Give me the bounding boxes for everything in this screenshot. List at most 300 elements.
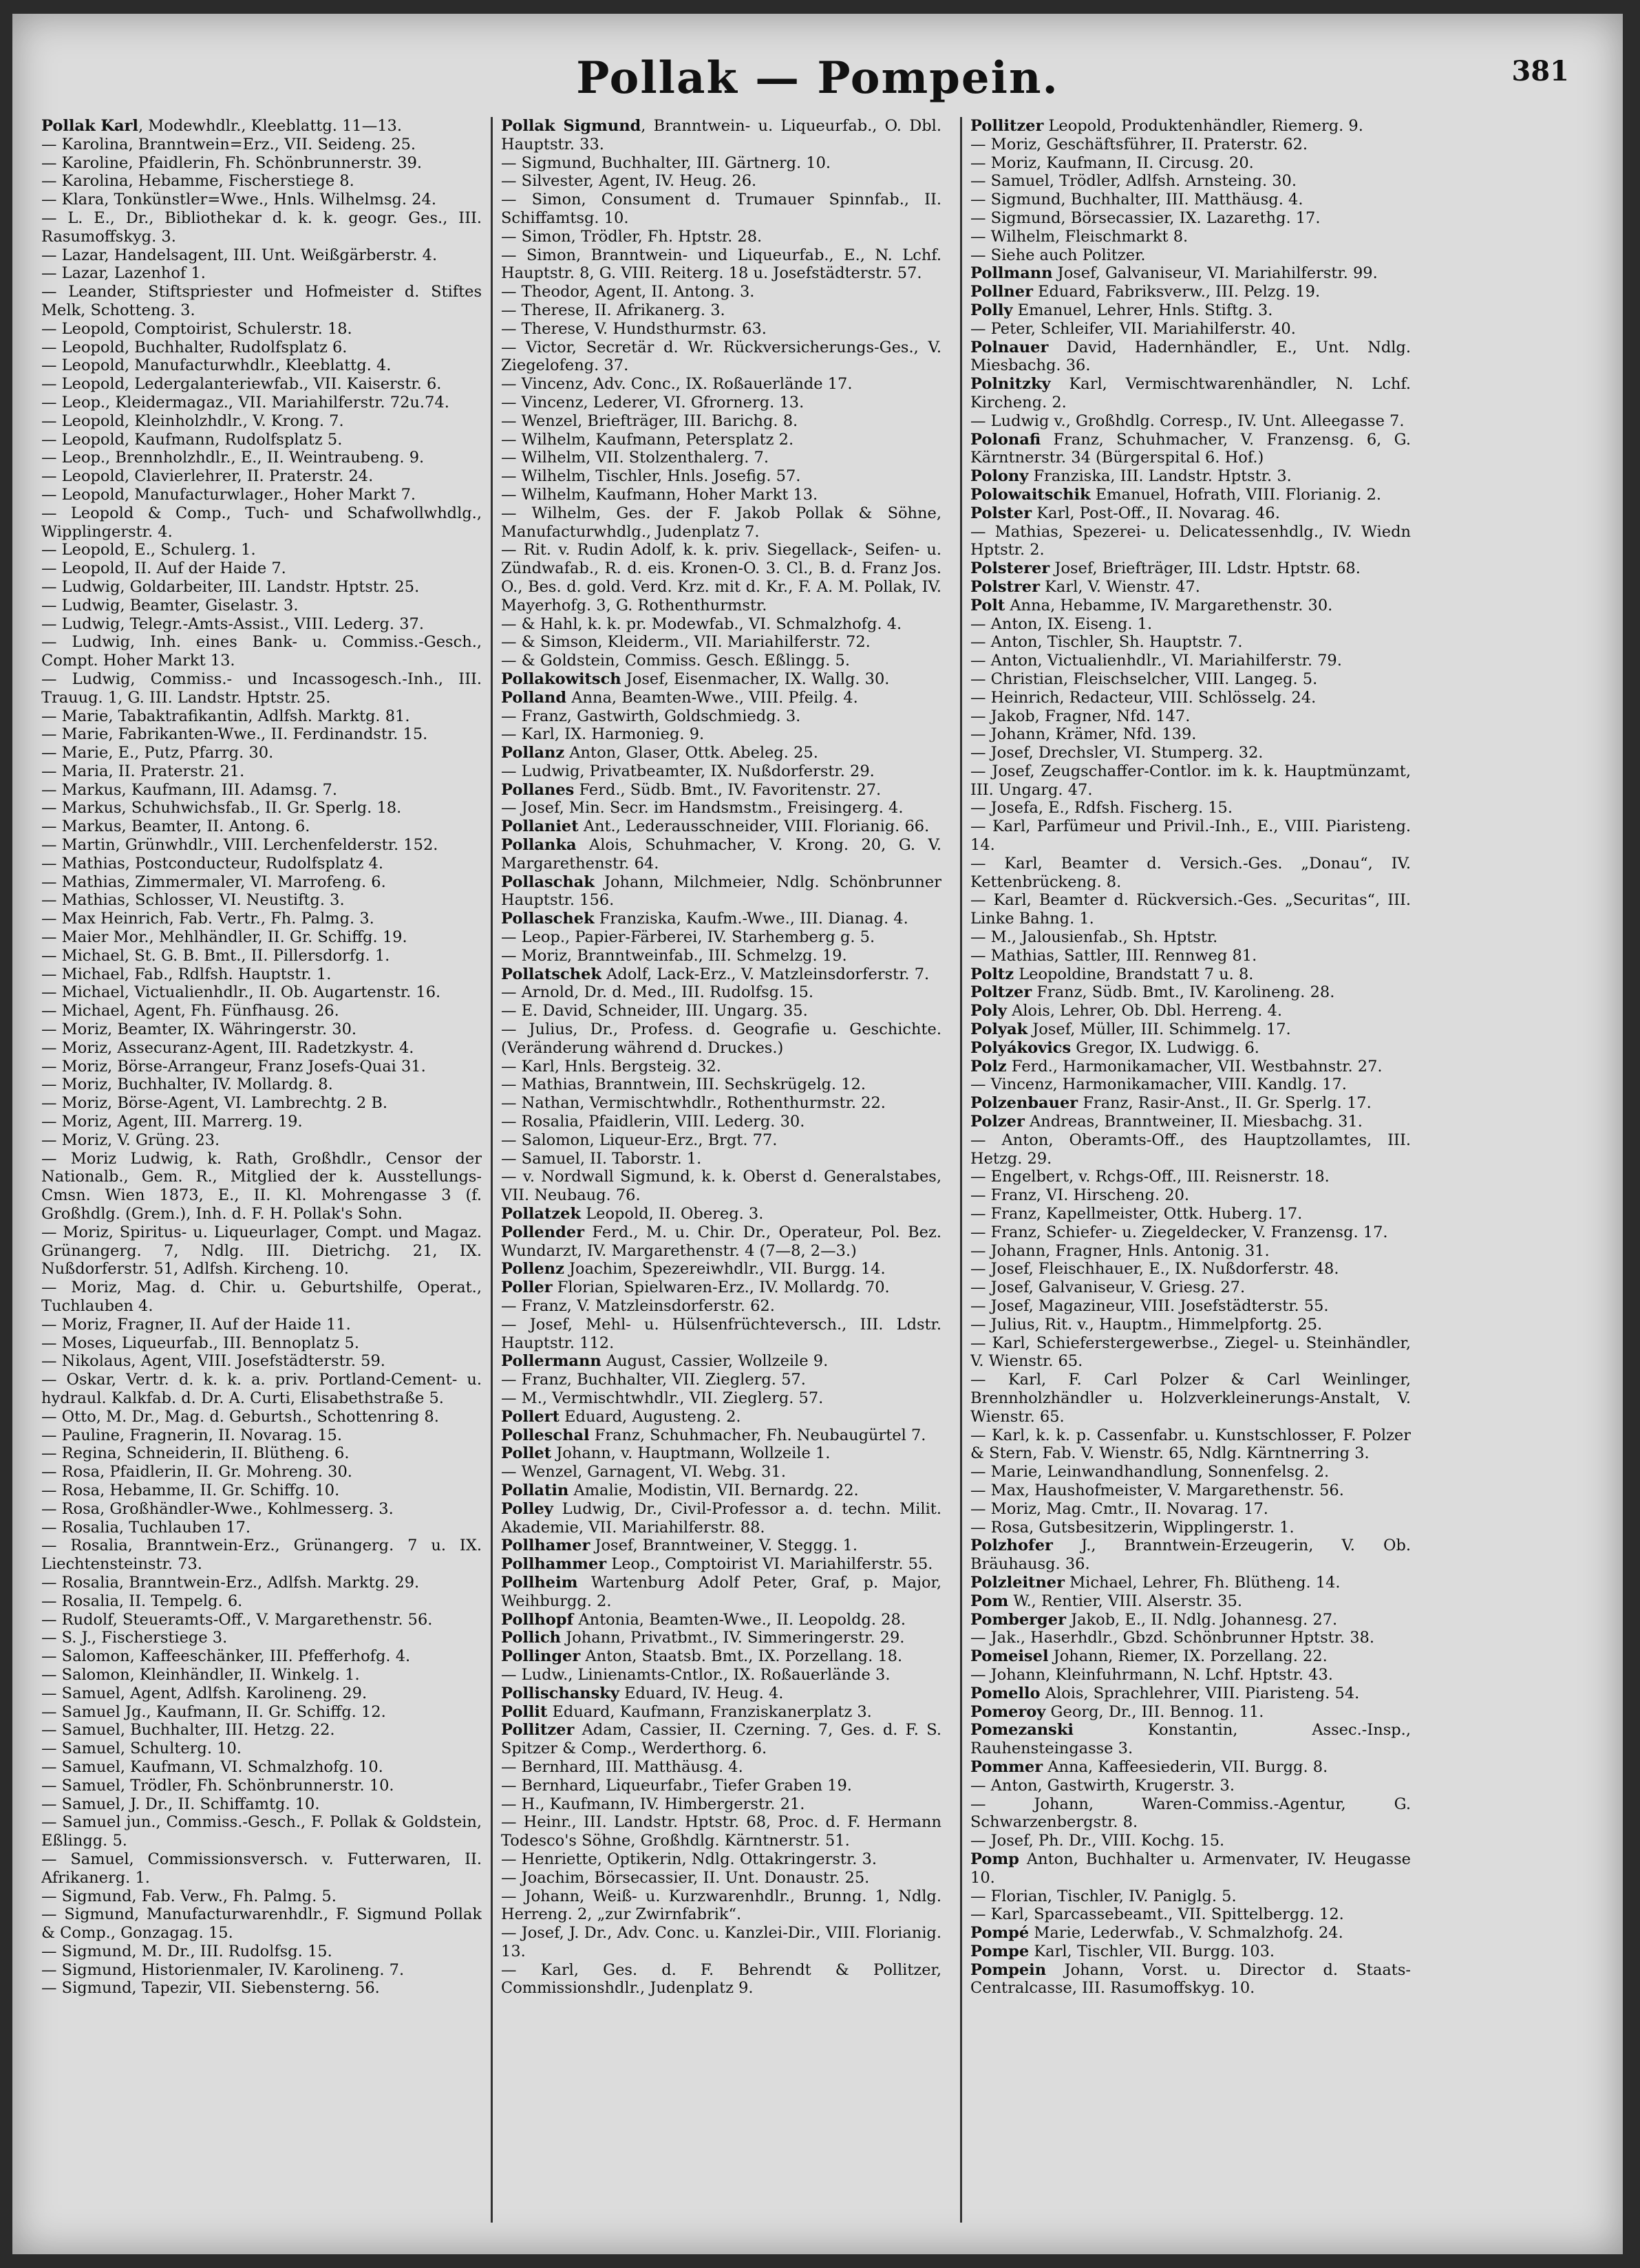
directory-entry [41,1463,482,1481]
directory-entry [970,1592,1411,1611]
directory-entry [41,1961,482,1980]
entry-text: — Samuel, Trödler, Adlfsh. Arnsteing. 30. [970,172,1297,191]
entry-text: — Josef, Zeugschaffer-Contlor. im k. k. Hauptmünzamt, III. Ungarg. 47. [970,762,1411,799]
directory-entry [970,1205,1411,1223]
directory-entry [41,910,482,928]
directory-entry [41,1758,482,1777]
directory-entry [970,983,1411,1002]
directory-entry [970,633,1411,652]
directory-entry [501,1869,941,1887]
entry-surname: Pollmann [970,264,1053,283]
directory-entry [501,1131,941,1150]
directory-entry [41,1795,482,1814]
entry-text: — Moriz, Mag. d. Chir. u. Geburtshilfe, Operat., Tuchlauben 4. [41,1279,482,1315]
entry-text: — Josef, Mehl- u. Hülsenfrüchteversch., III. Ldstr. Hauptstr. 112. [501,1315,941,1352]
entry-text: — Rosalia, II. Tempelg. 6. [41,1592,243,1610]
entry-text: — Leopold, Manufacturwhdlr., Kleeblattg. 4. [41,356,392,375]
directory-entry [970,1703,1411,1722]
directory-entry [501,1113,941,1131]
entry-surname: Pollhopf [501,1610,574,1629]
entry-text: — Johann, Kleinfuhrmann, N. Lchf. Hptstr. 43. [970,1665,1333,1684]
entry-text: — Anton, Tischler, Sh. Hauptstr. 7. [970,633,1243,652]
directory-entry [970,1260,1411,1279]
directory-entry [970,1961,1411,1998]
directory-entry [41,1943,482,1961]
directory-entry [501,191,941,228]
directory-entry [970,1684,1411,1703]
entry-text: — Mathias, Spezerei- u. Delicatessenhdlg., IV. Wiedn Hptstr. 2. [970,522,1411,559]
directory-entry [41,1334,482,1353]
entry-text: , Branntwein- u. Liqueurfab., O. Dbl. Hauptstr. 33. [501,117,941,153]
directory-entry [970,523,1411,560]
entry-surname: Pollich [501,1629,562,1647]
entry-text: — Mathias, Branntwein, III. Sechskrügelg. 12. [501,1076,866,1094]
entry-text: August, Cassier, Wollzeile 9. [601,1352,829,1371]
entry-text: — Franz, VI. Hirscheng. 20. [970,1186,1190,1205]
directory-entry [41,209,482,246]
entry-text: — Wilhelm, Tischler, Hnls. Josefig. 57. [501,467,801,486]
directory-entry [501,1850,941,1869]
entry-surname: Pollermann [501,1352,601,1371]
directory-entry [501,670,941,689]
directory-entry [41,1408,482,1426]
entry-text: — Sigmund, Manufacturwarenhdlr., F. Sigmund Pollak & Comp., Gonzagag. 15. [41,1905,482,1943]
directory-entry [970,1721,1411,1758]
directory-entry [41,965,482,984]
directory-entry [41,1519,482,1537]
entry-text: — Karl, IX. Harmonieg. 9. [501,725,705,744]
entry-text: — Karolina, Hebamme, Fischerstiege 8. [41,172,354,191]
entry-text: — Theodor, Agent, II. Antong. 3. [501,283,755,301]
entry-text: — Josef, Galvaniseur, V. Griesg. 27. [970,1279,1246,1297]
directory-entry [41,1058,482,1076]
directory-entry [501,486,941,504]
directory-entry [970,228,1411,246]
entry-text: — Rosa, Großhändler-Wwe., Kohlmesserg. 3. [41,1499,394,1518]
directory-entry [501,449,941,467]
entry-surname: Polly [970,301,1013,319]
directory-entry [970,486,1411,504]
entry-text: — Simon, Trödler, Fh. Hptstr. 28. [501,227,763,246]
directory-entry [41,983,482,1002]
entry-text: — Heinrich, Redacteur, VIII. Schlösselg. 24. [970,688,1317,707]
directory-entry [970,1020,1411,1039]
entry-text: — Karl, k. k. p. Cassenfabr. u. Kunstschlosser, F. Polzer & Stern, Fab. V. Wienstr. 65, Ndlg. Kärntnerring 3. [970,1426,1411,1463]
entry-text: Ferd., M. u. Chir. Dr., Operateur, Pol. Bez. Wundarzt, IV. Margarethenstr. 4 (7—8, 2—3.) [501,1223,941,1260]
entry-text: — Rosa, Gutsbesitzerin, Wipplingerstr. 1. [970,1518,1295,1537]
column-middle [501,117,941,2229]
entry-surname: Poller [501,1279,553,1297]
directory-entry [970,1647,1411,1666]
entry-text: — Moriz, Börse-Agent, VI. Lambrechtg. 2 B. [41,1094,388,1113]
entry-surname: Pomp [970,1850,1019,1868]
entry-text: — Simon, Consument d. Trumauer Spinnfab., II. Schiffamtsg. 10. [501,191,941,227]
directory-entry [501,1352,941,1371]
directory-entry [41,356,482,375]
entry-text: Josef, Branntweiner, V. Steggg. 1. [590,1537,858,1555]
entry-surname: Poly [970,1002,1007,1020]
directory-entry [41,1813,482,1850]
entry-surname: Polley [501,1499,553,1518]
directory-entry [501,1666,941,1684]
directory-entry [970,799,1411,817]
directory-entry [41,670,482,707]
entry-text: — Bernhard, Liqueurfabr., Tiefer Graben 19. [501,1776,852,1795]
entry-surname: Polyak [970,1020,1028,1039]
entry-text: — Leopold, Buchhalter, Rudolfsplatz 6. [41,338,348,356]
entry-text: — Rosa, Hebamme, II. Gr. Schiffg. 10. [41,1481,340,1499]
directory-entry [41,1131,482,1150]
entry-surname: Polony [970,467,1029,486]
entry-text: — M., Jalousienfab., Sh. Hptstr. [970,928,1218,947]
page-header [12,40,1623,122]
entry-text: — Oskar, Vertr. d. k. k. a. priv. Portland-Cement- u. hydraul. Kalkfab. d. Dr. A. Curti, Elisabethstraße 5. [41,1371,482,1407]
entry-text: Franziska, III. Landstr. Hptstr. 3. [1028,467,1292,486]
directory-entry [41,1537,482,1574]
directory-entry [41,597,482,615]
directory-entry [41,1574,482,1592]
entry-text: — Sigmund, Buchhalter, III. Gärtnerg. 10. [501,153,831,172]
directory-entry [970,817,1411,855]
entry-surname: Pompé [970,1924,1030,1943]
entry-text: — Ludw., Linienamts-Cntlor., IX. Roßauerlände 3. [501,1665,891,1684]
directory-entry [501,1408,941,1426]
directory-entry [970,191,1411,209]
entry-surname: Pollitzer [970,117,1044,135]
entry-text: J., Branntwein-Erzeugerin, V. Ob. Bräuhausg. 36. [970,1537,1411,1574]
directory-entry [41,1094,482,1113]
entry-text: — Ludwig, Goldarbeiter, III. Landstr. Hptstr. 25. [41,577,420,596]
entry-text: Johann, Milchmeier, Ndlg. Schönbrunner Hauptstr. 156. [501,873,941,910]
directory-entry [970,117,1411,136]
directory-entry [41,799,482,817]
entry-surname: Polleschal [501,1426,590,1444]
directory-entry [501,1094,941,1113]
entry-text: — Anton, Oberamts-Off., des Hauptzollamtes, III. Hetzg. 29. [970,1131,1411,1168]
directory-entry [970,1758,1411,1777]
entry-text: — Leop., Papier-Färberei, IV. Starhemberg g. 5. [501,928,875,947]
directory-entry [970,1666,1411,1684]
directory-entry [501,1500,941,1537]
entry-text: — Anton, Gastwirth, Krugerstr. 3. [970,1776,1235,1795]
directory-entry [501,339,941,376]
entry-text: — Leop., Brennholzhdlr., E., II. Weintraubeng. 9. [41,449,425,467]
entry-text: Josef, Müller, III. Schimmelg. 17. [1027,1020,1291,1039]
entry-text: — Moriz, Beamter, IX. Währingerstr. 30. [41,1020,357,1039]
entry-text: — Rosalia, Branntwein-Erz., Adlfsh. Marktg. 29. [41,1573,420,1592]
entry-text: — Maier Mor., Mehlhändler, II. Gr. Schiffg. 19. [41,928,407,947]
entry-text: — Samuel, J. Dr., II. Schiffamtg. 10. [41,1795,320,1813]
directory-entry [970,707,1411,726]
directory-entry [970,725,1411,744]
directory-entry [970,1943,1411,1961]
entry-text: — Samuel jun., Commiss.-Gesch., F. Pollak & Goldstein, Eßlingg. 5. [41,1813,482,1850]
directory-entry [970,172,1411,191]
entry-text: — Leopold, Manufacturwlager., Hoher Markt 7. [41,485,416,504]
entry-surname: Pollenz [501,1260,564,1279]
entry-text: — Markus, Beamter, II. Antong. 6. [41,817,310,836]
entry-text: — Markus, Schuhwichsfab., II. Gr. Sperlg. 18. [41,799,402,817]
entry-text: — Rosalia, Branntwein-Erz., Grünangerg. 7 u. IX. Liechtensteinstr. 73. [41,1537,482,1574]
directory-entry [501,1020,941,1058]
directory-entry [970,928,1411,947]
directory-entry [41,1703,482,1722]
entry-text: — Ludwig, Inh. eines Bank- u. Commiss.-Gesch., Compt. Hoher Markt 13. [41,633,482,670]
entry-surname: Polonafi [970,430,1041,449]
directory-entry [41,283,482,320]
entry-text: — Johann, Fragner, Hnls. Antonig. 31. [970,1241,1270,1260]
entry-text: Josef, Briefträger, III. Ldstr. Hptstr. 68. [1050,559,1361,578]
entry-text: — Sigmund, Fab. Verw., Fh. Palmg. 5. [41,1887,337,1905]
entry-text: David, Hadernhändler, E., Unt. Ndlg. Miesbachg. 36. [970,338,1411,375]
directory-entry [41,744,482,762]
entry-surname: Polnitzky [970,375,1051,394]
entry-text: — Ludwig, Commiss.- und Incassogesch.-Inh., III. Trauug. 1, G. III. Landstr. Hptstr. 25. [41,670,482,707]
directory-entry [970,1463,1411,1481]
entry-text: — Florian, Tischler, IV. Paniglg. 5. [970,1887,1237,1905]
column-left [41,117,482,2229]
directory-entry [41,725,482,744]
directory-entry [501,117,941,154]
directory-entry [41,1611,482,1629]
entry-surname: Pollaschek [501,910,595,928]
entry-surname: Pollaniet [501,817,579,836]
entry-text: — Leop., Kleidermagaz., VII. Mariahilferstr. 72u.74. [41,393,449,411]
entry-text: Konstantin, Assec.-Insp., Rauhensteingasse 3. [970,1721,1411,1758]
directory-entry [41,1371,482,1408]
directory-entry [501,1371,941,1389]
directory-entry [970,1131,1411,1168]
directory-entry [970,1316,1411,1334]
entry-text: — Karl, Hnls. Bergsteig. 32. [501,1057,721,1076]
entry-text: Georg, Dr., III. Bennog. 11. [1045,1702,1264,1721]
entry-text: — Franz, Buchhalter, VII. Zieglerg. 57. [501,1371,806,1389]
entry-text: Anton, Buchhalter u. Armenvater, IV. Heugasse 10. [970,1850,1411,1887]
entry-text: — Salomon, Kaffeeschänker, III. Pfefferhofg. 4. [41,1647,411,1666]
entry-surname: Pollischansky [501,1684,619,1702]
entry-text: — Engelbert, v. Rchgs-Off., III. Reisnerstr. 18. [970,1168,1330,1186]
directory-entry [501,1002,941,1020]
directory-entry [501,689,941,707]
entry-text: — Leopold, E., Schulerg. 1. [41,541,256,559]
entry-text: Adam, Cassier, II. Czerning. 7, Ges. d. F. S. Spitzer & Comp., Werderthorg. 6. [501,1721,941,1758]
directory-entry [501,1297,941,1316]
directory-entry [970,1850,1411,1887]
directory-entry [501,1924,941,1961]
entry-text: — & Goldstein, Commiss. Gesch. Eßlingg. 5. [501,652,851,670]
entry-text: Franziska, Kaufm.-Wwe., III. Dianag. 4. [594,910,908,928]
directory-entry [501,320,941,339]
directory-entry [41,855,482,873]
entry-text: — Samuel, Buchhalter, III. Hetzg. 22. [41,1721,335,1740]
directory-entry [970,652,1411,670]
entry-text: — Michael, Agent, Fh. Fünfhausg. 26. [41,1002,339,1020]
directory-entry [970,154,1411,173]
entry-text: — Max Heinrich, Fab. Vertr., Fh. Palmg. 3. [41,910,374,928]
directory-entry [41,762,482,781]
entry-surname: Polzenbauer [970,1094,1078,1113]
entry-text: — Moriz Ludwig, k. Rath, Großhdlr., Censor der Nationalb., Gem. R., Mitglied der k. Ausstellungs-Cmsn. Wien 1873, E., II. Kl. Mohrengasse 3 (f. Großhdlg. (Grem.), Inh. d. F. H. Pollak's Sohn. [41,1149,482,1223]
entry-text: Anna, Hebamme, IV. Margarethenstr. 30. [1005,596,1333,614]
entry-text: — Johann, Waren-Commiss.-Agentur, G. Schwarzenbergstr. 8. [970,1795,1411,1832]
directory-entry [41,504,482,542]
entry-text: — Sigmund, Börsecassier, IX. Lazarethg. 17. [970,208,1321,227]
entry-text: — Moriz, Branntweinfab., III. Schmelzg. 19. [501,946,847,965]
entry-text: — Moriz, Spiritus- u. Liqueurlager, Compt. und Magaz. Grünangerg. 7, Ndlg. III. Dietrichg. 21, IX. Nußdorferstr. 51, Adlfsh. Kircheng. 10. [41,1223,482,1279]
entry-text: — v. Nordwall Sigmund, k. k. Oberst d. Generalstabes, VII. Neubaug. 76. [501,1168,941,1205]
entry-text: — Moses, Liqueurfab., III. Bennoplatz 5. [41,1334,360,1352]
entry-text: — Wilhelm, VII. Stolzenthalerg. 7. [501,449,769,467]
entry-text: — Christian, Fleischselcher, VIII. Langeg. 5. [970,670,1318,688]
entry-text: Johann, v. Hauptmann, Wollzeile 1. [551,1444,831,1463]
entry-text: — Karl, Beamter d. Versich.-Ges. „Donau“, IV. Kettenbrückeng. 8. [970,854,1411,891]
directory-entry [501,1629,941,1647]
entry-text: Anton, Staatsb. Bmt., IX. Porzellang. 18. [580,1647,903,1666]
directory-entry [41,1721,482,1740]
entry-text: — Karl, Sparcassebeamt., VII. Spittelbergg. 12. [970,1905,1344,1924]
entry-text: Franz, Südb. Bmt., IV. Karolineng. 28. [1032,983,1335,1002]
entry-surname: Pompe [970,1942,1030,1960]
directory-entry [41,467,482,486]
entry-surname: Pomello [970,1684,1041,1702]
directory-entry [970,615,1411,634]
entry-text: Eduard, Augusteng. 2. [559,1407,741,1426]
entry-text: — S. J., Fischerstiege 3. [41,1629,228,1647]
entry-text: — Salomon, Liqueur-Erz., Brgt. 77. [501,1131,778,1149]
directory-entry [41,1352,482,1371]
entry-text: — Marie, Leinwandhandlung, Sonnenfelsg. 2. [970,1463,1330,1481]
entry-text: Leop., Comptoirist VI. Mariahilferstr. 55. [606,1555,933,1574]
entry-surname: Pollanka [501,836,577,855]
entry-text: — Michael, Victualienhdlr., II. Ob. Augartenstr. 16. [41,983,441,1002]
directory-entry [41,836,482,855]
directory-entry [41,1777,482,1795]
directory-entry [501,1611,941,1629]
entry-text: — Wilhelm, Ges. der F. Jakob Pollak & Söhne, Manufacturwhdlg., Judenplatz 7. [501,504,941,541]
directory-entry [501,1703,941,1722]
entry-surname: Pollinger [501,1647,581,1666]
entry-text: Ferd., Südb. Bmt., IV. Favoritenstr. 27. [574,780,882,799]
entry-text: Johann, Privatbmt., IV. Simmeringerstr. 29. [561,1629,905,1647]
entry-surname: Poltz [970,965,1014,983]
directory-entry [41,578,482,597]
directory-entry [41,1150,482,1223]
entry-surname: Pollanz [501,744,565,762]
directory-entry [41,339,482,357]
directory-entry [501,1961,941,1998]
directory-entry [41,1629,482,1647]
directory-entry [970,689,1411,707]
entry-text: Florian, Spielwaren-Erz., IV. Mollardg. 70. [552,1279,890,1297]
entry-surname: Pollert [501,1407,560,1426]
directory-entry [41,1481,482,1500]
directory-entry [41,873,482,892]
directory-entry [41,394,482,412]
entry-text: — Anton, Victualienhdlr., VI. Mariahilferstr. 79. [970,652,1342,670]
entry-surname: Pollak Sigmund [501,117,641,135]
entry-text: Ferd., Harmonikamacher, VII. Westbahnstr. 27. [1006,1057,1383,1076]
directory-entry [970,264,1411,283]
entry-text: — Mathias, Zimmermaler, VI. Marrofeng. 6. [41,873,386,891]
entry-text: — Samuel, Trödler, Fh. Schönbrunnerstr. 10. [41,1776,394,1795]
entry-text: — Leopold, Kaufmann, Rudolfsplatz 5. [41,430,343,449]
directory-entry [970,947,1411,965]
entry-text: — Josef, Fleischhauer, E., IX. Nußdorferstr. 48. [970,1260,1339,1279]
entry-text: — Samuel, II. Taborstr. 1. [501,1149,702,1168]
directory-entry [501,1647,941,1666]
entry-text: — Michael, Fab., Rdlfsh. Hauptstr. 1. [41,965,332,983]
directory-entry [41,191,482,209]
directory-entry [970,339,1411,376]
directory-entry [970,1242,1411,1261]
directory-entry [41,707,482,726]
entry-text: — Victor, Secretär d. Wr. Rückversicherungs-Ges., V. Ziegelofeng. 37. [501,338,941,375]
directory-entry [501,799,941,817]
entry-text: — Rudolf, Steueramts-Off., V. Margarethenstr. 56. [41,1610,433,1629]
entry-text: Eduard, IV. Heug. 4. [619,1684,784,1702]
directory-entry [970,1076,1411,1094]
directory-entry [41,615,482,634]
entry-text: — Ludwig v., Großhdlg. Corresp., IV. Unt. Alleegasse 7. [970,411,1405,430]
directory-entry [970,1611,1411,1629]
directory-entry [41,1076,482,1094]
entry-text: — Wilhelm, Kaufmann, Petersplatz 2. [501,430,794,449]
entry-text: — Samuel, Commissionsversch. v. Futterwaren, II. Afrikanerg. 1. [41,1850,482,1887]
entry-text: Karl, Tischler, VII. Burgg. 103. [1029,1942,1275,1960]
entry-surname: Poltzer [970,983,1032,1002]
entry-surname: Pommer [970,1757,1043,1776]
entry-text: — Wenzel, Briefträger, III. Barichg. 8. [501,411,798,430]
directory-entry [970,597,1411,615]
directory-entry [41,154,482,173]
directory-entry [501,1316,941,1353]
entry-text: — Joachim, Börsecassier, II. Unt. Donaustr. 25. [501,1868,870,1887]
entry-text: Gregor, IX. Ludwigg. 6. [1071,1038,1259,1057]
directory-entry [501,1389,941,1408]
entry-text: — Wilhelm, Fleischmarkt 8. [970,227,1189,246]
entry-text: Anna, Kaffeesiederin, VII. Burgg. 8. [1043,1757,1328,1776]
entry-text: — Wenzel, Garnagent, VI. Webg. 31. [501,1463,786,1481]
entry-surname: Pompein [970,1960,1047,1979]
directory-entry [970,559,1411,578]
entry-text: — Leopold, Ledergalanteriewfab., VII. Kaiserstr. 6. [41,375,442,394]
column-right [970,117,1411,2229]
directory-entry [501,467,941,486]
entry-surname: Pomeisel [970,1647,1049,1666]
entry-text: Emanuel, Lehrer, Hnls. Stiftg. 3. [1012,301,1273,319]
entry-text: — Ludwig, Telegr.-Amts-Assist., VIII. Lederg. 37. [41,614,424,633]
directory-entry [501,1574,941,1611]
directory-entry [41,246,482,265]
directory-entry [501,431,941,449]
directory-entry [41,172,482,191]
entry-text: — Karl, Beamter d. Rückversich.-Ges. „Securitas“, III. Linke Bahng. 1. [970,891,1411,928]
entry-text: — Moriz, Agent, III. Marrerg. 19. [41,1113,303,1131]
directory-entry [501,744,941,762]
directory-entry [41,486,482,504]
directory-entry [970,209,1411,228]
directory-entry [970,1905,1411,1924]
directory-entry [970,578,1411,597]
directory-entry [41,117,482,136]
directory-entry [501,1076,941,1094]
entry-text: — M., Vermischtwhdlr., VII. Zieglerg. 57. [501,1389,824,1407]
entry-surname: Pomeroy [970,1702,1046,1721]
entry-text: — Wilhelm, Kaufmann, Hoher Markt 13. [501,485,818,504]
entry-text: Alois, Sprachlehrer, VIII. Piaristeng. 54. [1040,1684,1360,1702]
entry-text: — Karl, Parfümeur und Privil.-Inh., E., VIII. Piaristeng. 14. [970,817,1411,855]
entry-text: — Jakob, Fragner, Nfd. 147. [970,707,1191,725]
